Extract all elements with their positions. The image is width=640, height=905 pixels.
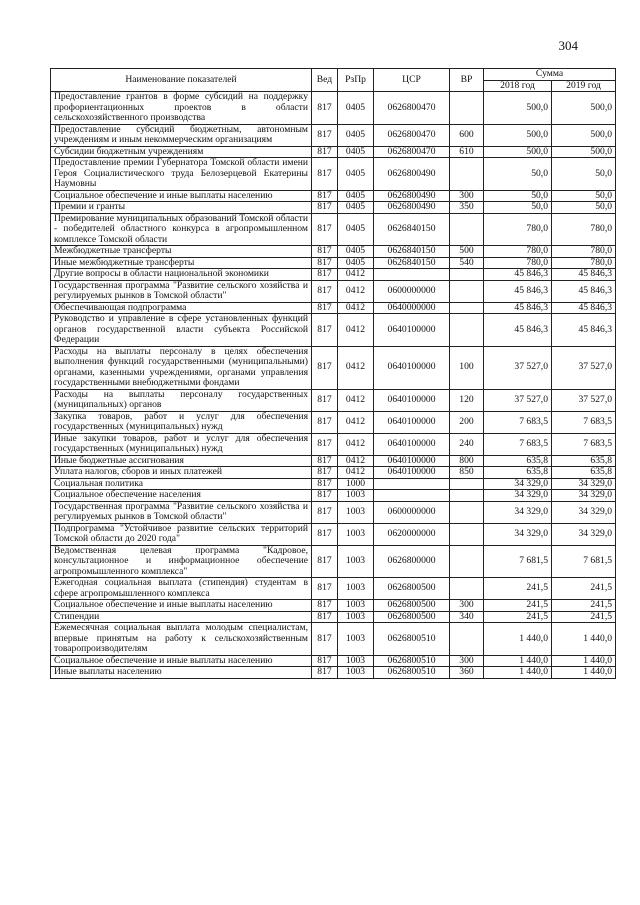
table-row	[51, 655, 616, 667]
row-sum-2019: 45 846,3	[552, 302, 616, 314]
row-name: Социальное обеспечение и иные выплаты населению	[51, 190, 312, 202]
row-sum-2018: 50,0	[484, 190, 552, 202]
row-sum-2018: 500,0	[484, 124, 552, 146]
row-sum-2018: 780,0	[484, 257, 552, 269]
row-rzpr: 0405	[338, 213, 374, 246]
row-rzpr: 1000	[338, 478, 374, 490]
row-rzpr: 0405	[338, 202, 374, 214]
row-sum-2019: 241,5	[552, 600, 616, 612]
row-csr	[374, 490, 450, 502]
row-csr: 0626800470	[374, 124, 450, 146]
row-rzpr: 0405	[338, 190, 374, 202]
row-rzpr: 0412	[338, 389, 374, 411]
row-sum-2019: 50,0	[552, 190, 616, 202]
row-vr: 120	[450, 389, 484, 411]
page-number: 304	[558, 38, 578, 53]
row-vr: 500	[450, 246, 484, 258]
row-name: Государственная программа "Развитие сельского хозяйства и регулируемых рынков в Томской области"	[51, 501, 312, 523]
row-sum-2018: 34 329,0	[484, 523, 552, 545]
row-ved: 817	[312, 346, 338, 389]
row-sum-2019: 1 440,0	[552, 655, 616, 667]
row-sum-2019: 241,5	[552, 578, 616, 600]
row-sum-2019: 7 683,5	[552, 411, 616, 433]
row-name: Подпрограмма "Устойчивое развитие сельских территорий Томской области до 2020 года"	[51, 523, 312, 545]
table-row	[51, 280, 616, 302]
row-sum-2018: 500,0	[484, 146, 552, 158]
row-name: Межбюджетные трансферты	[51, 246, 312, 258]
row-vr	[450, 280, 484, 302]
row-name: Премии и гранты	[51, 202, 312, 214]
row-vr	[450, 501, 484, 523]
row-rzpr: 0412	[338, 467, 374, 479]
row-rzpr: 0405	[338, 146, 374, 158]
row-vr: 360	[450, 667, 484, 679]
header-name: Наименование показателей	[51, 69, 312, 92]
row-csr: 0640100000	[374, 314, 450, 347]
row-sum-2018: 50,0	[484, 202, 552, 214]
table-row	[51, 146, 616, 158]
row-ved: 817	[312, 523, 338, 545]
row-sum-2018: 34 329,0	[484, 478, 552, 490]
row-sum-2019: 780,0	[552, 246, 616, 258]
row-sum-2019: 34 329,0	[552, 523, 616, 545]
row-vr	[450, 578, 484, 600]
header-year-2018: 2018 год	[484, 80, 552, 92]
row-sum-2018: 37 527,0	[484, 346, 552, 389]
row-ved: 817	[312, 246, 338, 258]
row-sum-2019: 45 846,3	[552, 280, 616, 302]
row-ved: 817	[312, 411, 338, 433]
row-rzpr: 1003	[338, 600, 374, 612]
row-ved: 817	[312, 478, 338, 490]
row-name: Обеспечивающая подпрограмма	[51, 302, 312, 314]
table-row	[51, 433, 616, 455]
row-name: Предоставление грантов в форме субсидий на поддержку профориентационных проектов в области сельскохозяйственного производства	[51, 92, 312, 125]
row-sum-2019: 37 527,0	[552, 346, 616, 389]
table-row	[51, 411, 616, 433]
row-name: Социальное обеспечение и иные выплаты населению	[51, 655, 312, 667]
row-ved: 817	[312, 202, 338, 214]
row-vr: 100	[450, 346, 484, 389]
row-csr: 0626800500	[374, 611, 450, 623]
row-csr: 0640100000	[374, 411, 450, 433]
row-name: Расходы на выплаты персоналу государственных (муниципальных) органов	[51, 389, 312, 411]
table-row	[51, 600, 616, 612]
row-vr	[450, 490, 484, 502]
row-sum-2019: 500,0	[552, 146, 616, 158]
row-name: Предоставление субсидий бюджетным, автономным учреждениям и иным некоммерческим организациям	[51, 124, 312, 146]
row-sum-2018: 45 846,3	[484, 302, 552, 314]
row-name: Ежегодная социальная выплата (стипендия) студентам в сфере агропромышленного комплекса	[51, 578, 312, 600]
row-sum-2019: 780,0	[552, 213, 616, 246]
table-row	[51, 190, 616, 202]
row-name: Иные бюджетные ассигнования	[51, 455, 312, 467]
row-ved: 817	[312, 389, 338, 411]
row-csr: 0626800490	[374, 202, 450, 214]
row-sum-2018: 7 681,5	[484, 545, 552, 578]
row-rzpr: 1003	[338, 545, 374, 578]
row-vr: 800	[450, 455, 484, 467]
row-name: Стипендии	[51, 611, 312, 623]
row-name: Ежемесячная социальная выплата молодым специалистам, впервые принятым на работу к сельскохозяйственным товаропроизводителям	[51, 623, 312, 656]
row-ved: 817	[312, 190, 338, 202]
row-ved: 817	[312, 158, 338, 191]
row-sum-2018: 45 846,3	[484, 314, 552, 347]
row-sum-2018: 635,8	[484, 455, 552, 467]
table-body	[51, 92, 616, 679]
header-rzpr: РзПр	[338, 69, 374, 92]
row-vr: 600	[450, 124, 484, 146]
row-sum-2018: 34 329,0	[484, 501, 552, 523]
table-row	[51, 545, 616, 578]
row-sum-2019: 500,0	[552, 92, 616, 125]
row-csr: 0626840150	[374, 246, 450, 258]
row-csr: 0640100000	[374, 467, 450, 479]
row-ved: 817	[312, 280, 338, 302]
table-row	[51, 246, 616, 258]
row-csr: 0626800510	[374, 667, 450, 679]
row-vr	[450, 545, 484, 578]
row-name: Ведомственная целевая программа "Кадровое, консультационное и информационное обеспечение агропромышленного комплекса"	[51, 545, 312, 578]
row-sum-2018: 37 527,0	[484, 389, 552, 411]
table-row	[51, 302, 616, 314]
row-ved: 817	[312, 611, 338, 623]
row-vr: 200	[450, 411, 484, 433]
header-row	[51, 69, 616, 81]
row-ved: 817	[312, 467, 338, 479]
row-vr	[450, 523, 484, 545]
row-rzpr: 0412	[338, 433, 374, 455]
row-sum-2018: 780,0	[484, 246, 552, 258]
row-csr: 0626840150	[374, 257, 450, 269]
row-vr	[450, 158, 484, 191]
row-sum-2018: 45 846,3	[484, 269, 552, 281]
row-csr: 0626800510	[374, 623, 450, 656]
row-rzpr: 1003	[338, 578, 374, 600]
table-row	[51, 389, 616, 411]
row-sum-2019: 50,0	[552, 158, 616, 191]
row-rzpr: 1003	[338, 667, 374, 679]
row-rzpr: 0405	[338, 246, 374, 258]
row-csr: 0640100000	[374, 389, 450, 411]
row-rzpr: 0405	[338, 158, 374, 191]
row-sum-2019: 37 527,0	[552, 389, 616, 411]
table-row	[51, 314, 616, 347]
row-sum-2019: 1 440,0	[552, 667, 616, 679]
row-rzpr: 0405	[338, 124, 374, 146]
table-row	[51, 346, 616, 389]
row-vr: 340	[450, 611, 484, 623]
row-ved: 817	[312, 433, 338, 455]
row-rzpr: 0412	[338, 346, 374, 389]
row-ved: 817	[312, 146, 338, 158]
row-vr	[450, 478, 484, 490]
row-sum-2018: 50,0	[484, 158, 552, 191]
row-vr	[450, 314, 484, 347]
row-csr: 0600000000	[374, 280, 450, 302]
row-ved: 817	[312, 501, 338, 523]
row-rzpr: 0412	[338, 280, 374, 302]
row-vr: 850	[450, 467, 484, 479]
row-sum-2018: 241,5	[484, 600, 552, 612]
row-rzpr: 1003	[338, 490, 374, 502]
row-csr: 0626800470	[374, 146, 450, 158]
row-name: Социальное обеспечение населения	[51, 490, 312, 502]
row-rzpr: 0412	[338, 455, 374, 467]
row-vr: 350	[450, 202, 484, 214]
row-vr: 300	[450, 190, 484, 202]
row-name: Закупка товаров, работ и услуг для обеспечения государственных (муниципальных) нужд	[51, 411, 312, 433]
row-vr: 240	[450, 433, 484, 455]
table-row	[51, 158, 616, 191]
row-name: Уплата налогов, сборов и иных платежей	[51, 467, 312, 479]
row-sum-2018: 1 440,0	[484, 667, 552, 679]
row-sum-2019: 45 846,3	[552, 314, 616, 347]
header-csr: ЦСР	[374, 69, 450, 92]
header-ved: Вед	[312, 69, 338, 92]
row-vr: 300	[450, 655, 484, 667]
row-ved: 817	[312, 124, 338, 146]
row-rzpr: 0412	[338, 302, 374, 314]
row-rzpr: 1003	[338, 655, 374, 667]
row-rzpr: 0412	[338, 411, 374, 433]
row-name: Премирование муниципальных образований Томской области - победителей областного конкурса в агропромышленном комплексе Томской области	[51, 213, 312, 246]
row-rzpr: 0412	[338, 269, 374, 281]
row-sum-2019: 1 440,0	[552, 623, 616, 656]
table-row	[51, 467, 616, 479]
row-ved: 817	[312, 667, 338, 679]
row-sum-2019: 34 329,0	[552, 478, 616, 490]
row-vr: 610	[450, 146, 484, 158]
row-csr: 0626800490	[374, 158, 450, 191]
row-ved: 817	[312, 213, 338, 246]
table-row	[51, 213, 616, 246]
row-sum-2019: 7 683,5	[552, 433, 616, 455]
table-row	[51, 523, 616, 545]
row-sum-2018: 1 440,0	[484, 623, 552, 656]
row-csr: 0640100000	[374, 455, 450, 467]
row-vr	[450, 269, 484, 281]
row-sum-2019: 500,0	[552, 124, 616, 146]
row-csr: 0640100000	[374, 346, 450, 389]
row-csr: 0600000000	[374, 501, 450, 523]
row-name: Государственная программа "Развитие сельского хозяйства и регулируемых рынков в Томской области"	[51, 280, 312, 302]
table-row	[51, 478, 616, 490]
row-csr: 0640000000	[374, 302, 450, 314]
row-ved: 817	[312, 545, 338, 578]
row-rzpr: 1003	[338, 501, 374, 523]
row-sum-2019: 34 329,0	[552, 490, 616, 502]
row-rzpr: 1003	[338, 523, 374, 545]
table-row	[51, 202, 616, 214]
header-year-2019: 2019 год	[552, 80, 616, 92]
row-csr	[374, 269, 450, 281]
table-row	[51, 269, 616, 281]
row-ved: 817	[312, 600, 338, 612]
row-ved: 817	[312, 92, 338, 125]
row-csr: 0620000000	[374, 523, 450, 545]
row-csr: 0626800500	[374, 600, 450, 612]
row-sum-2018: 45 846,3	[484, 280, 552, 302]
row-rzpr: 0405	[338, 257, 374, 269]
row-sum-2018: 500,0	[484, 92, 552, 125]
row-sum-2018: 241,5	[484, 611, 552, 623]
table-row	[51, 92, 616, 125]
row-sum-2018: 1 440,0	[484, 655, 552, 667]
row-vr	[450, 623, 484, 656]
row-ved: 817	[312, 257, 338, 269]
row-csr: 0626800470	[374, 92, 450, 125]
header-sum: Сумма	[484, 69, 616, 81]
row-csr: 0626800510	[374, 655, 450, 667]
row-rzpr: 1003	[338, 611, 374, 623]
table-row	[51, 501, 616, 523]
row-name: Руководство и управление в сфере установленных функций органов государственной власти субъекта Российской Федерации	[51, 314, 312, 347]
row-vr	[450, 213, 484, 246]
row-ved: 817	[312, 623, 338, 656]
row-ved: 817	[312, 302, 338, 314]
row-name: Социальное обеспечение и иные выплаты населению	[51, 600, 312, 612]
row-sum-2018: 780,0	[484, 213, 552, 246]
row-rzpr: 0405	[338, 92, 374, 125]
row-csr: 0626800500	[374, 578, 450, 600]
row-rzpr: 1003	[338, 623, 374, 656]
row-name: Субсидии бюджетным учреждениям	[51, 146, 312, 158]
row-vr: 540	[450, 257, 484, 269]
row-csr: 0626800000	[374, 545, 450, 578]
table-row	[51, 124, 616, 146]
table-row	[51, 257, 616, 269]
row-sum-2018: 7 683,5	[484, 433, 552, 455]
row-rzpr: 0412	[338, 314, 374, 347]
row-ved: 817	[312, 269, 338, 281]
row-csr: 0626840150	[374, 213, 450, 246]
row-name: Иные межбюджетные трансферты	[51, 257, 312, 269]
row-vr	[450, 92, 484, 125]
row-ved: 817	[312, 455, 338, 467]
row-sum-2018: 635,8	[484, 467, 552, 479]
row-sum-2019: 635,8	[552, 467, 616, 479]
row-ved: 817	[312, 490, 338, 502]
row-sum-2019: 241,5	[552, 611, 616, 623]
table-row	[51, 667, 616, 679]
row-name: Иные закупки товаров, работ и услуг для обеспечения государственных (муниципальных) нужд	[51, 433, 312, 455]
row-sum-2019: 780,0	[552, 257, 616, 269]
table-row	[51, 611, 616, 623]
row-sum-2019: 45 846,3	[552, 269, 616, 281]
row-name: Расходы на выплаты персоналу в целях обеспечения выполнения функций государственными (муниципальными) органами, казенными учреждениями, органами управления государственными внебюджетными фондами	[51, 346, 312, 389]
row-ved: 817	[312, 655, 338, 667]
row-ved: 817	[312, 578, 338, 600]
table-row	[51, 623, 616, 656]
row-name: Иные выплаты населению	[51, 667, 312, 679]
row-sum-2019: 7 681,5	[552, 545, 616, 578]
row-name: Другие вопросы в области национальной экономики	[51, 269, 312, 281]
row-name: Социальная политика	[51, 478, 312, 490]
row-sum-2018: 7 683,5	[484, 411, 552, 433]
row-sum-2018: 241,5	[484, 578, 552, 600]
row-sum-2018: 34 329,0	[484, 490, 552, 502]
row-vr: 300	[450, 600, 484, 612]
table-row	[51, 578, 616, 600]
row-ved: 817	[312, 314, 338, 347]
row-csr: 0640100000	[374, 433, 450, 455]
header-vr: ВР	[450, 69, 484, 92]
row-vr	[450, 302, 484, 314]
table-row	[51, 490, 616, 502]
row-name: Предоставление премии Губернатора Томской области имени Героя Социалистического труда Белозерцевой Екатерины Наумовны	[51, 158, 312, 191]
row-sum-2019: 635,8	[552, 455, 616, 467]
table-row	[51, 455, 616, 467]
budget-table	[50, 68, 616, 679]
row-sum-2019: 34 329,0	[552, 501, 616, 523]
row-sum-2019: 50,0	[552, 202, 616, 214]
row-csr	[374, 478, 450, 490]
row-csr: 0626800490	[374, 190, 450, 202]
